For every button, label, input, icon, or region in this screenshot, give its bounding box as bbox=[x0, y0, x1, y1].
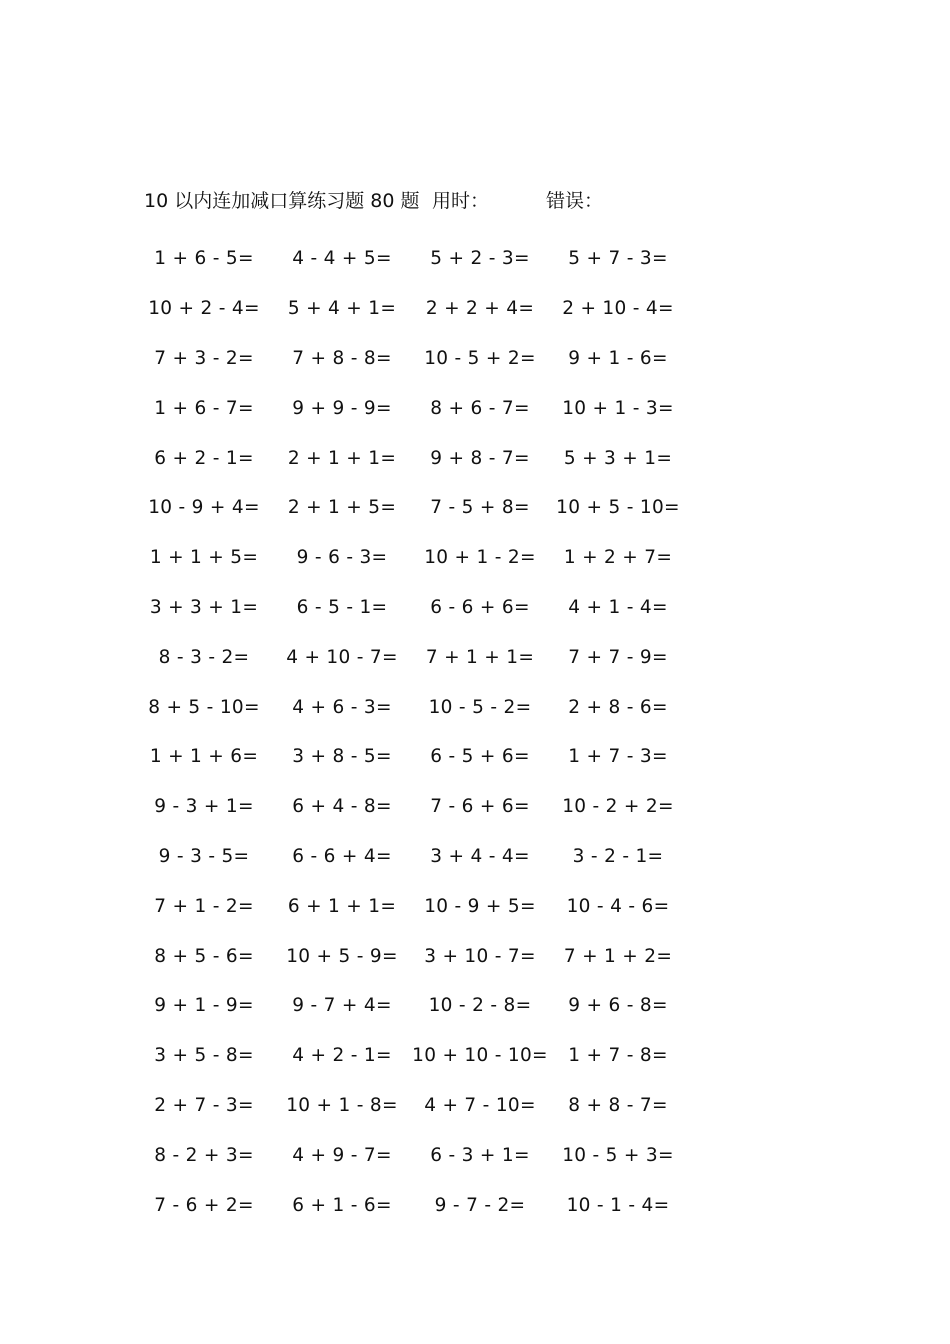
problem-item: 6 + 1 - 6= bbox=[292, 1194, 392, 1216]
problem-item: 9 + 9 - 9= bbox=[292, 397, 392, 419]
problem-item: 10 - 5 + 2= bbox=[424, 347, 536, 369]
problem-row bbox=[135, 1130, 687, 1180]
problem-item: 4 + 9 - 7= bbox=[292, 1144, 392, 1166]
time-used-label: 用时： bbox=[432, 190, 490, 212]
problem-item: 1 + 7 - 3= bbox=[568, 746, 668, 768]
problem-item: 8 + 5 - 6= bbox=[154, 945, 254, 967]
problem-row bbox=[135, 981, 687, 1031]
problem-item: 9 - 7 - 2= bbox=[434, 1194, 526, 1216]
problem-item: 6 - 6 + 4= bbox=[292, 845, 392, 867]
problem-item: 6 - 5 - 1= bbox=[296, 596, 388, 618]
problem-item: 7 + 1 - 2= bbox=[154, 895, 254, 917]
problem-row bbox=[135, 1031, 687, 1081]
problem-row bbox=[135, 1081, 687, 1131]
problem-row bbox=[135, 334, 687, 384]
problem-item: 10 - 5 - 2= bbox=[428, 696, 532, 718]
problem-item: 1 + 2 + 7= bbox=[563, 547, 673, 569]
problem-item: 3 + 3 + 1= bbox=[149, 596, 259, 618]
problem-item: 10 + 1 - 8= bbox=[286, 1094, 398, 1116]
problem-item: 9 + 1 - 6= bbox=[568, 347, 668, 369]
problem-row bbox=[135, 682, 687, 732]
problem-item: 7 - 6 + 2= bbox=[154, 1194, 254, 1216]
problem-row bbox=[135, 881, 687, 931]
problem-item: 4 + 6 - 3= bbox=[292, 696, 392, 718]
problem-item: 5 + 7 - 3= bbox=[568, 248, 668, 270]
problem-item: 10 - 2 - 8= bbox=[428, 995, 532, 1017]
problem-item: 7 - 5 + 8= bbox=[430, 497, 530, 519]
problem-item: 8 - 3 - 2= bbox=[158, 646, 250, 668]
problem-item: 7 + 8 - 8= bbox=[292, 347, 392, 369]
problem-item: 8 - 2 + 3= bbox=[154, 1144, 254, 1166]
problem-item: 4 + 2 - 1= bbox=[292, 1045, 392, 1067]
problem-item: 2 + 10 - 4= bbox=[562, 298, 674, 320]
problem-item: 6 - 3 + 1= bbox=[430, 1144, 530, 1166]
problem-item: 8 + 8 - 7= bbox=[568, 1094, 668, 1116]
problem-row bbox=[135, 533, 687, 583]
problem-item: 6 + 1 + 1= bbox=[287, 895, 397, 917]
problem-item: 6 - 6 + 6= bbox=[430, 596, 530, 618]
problem-row bbox=[135, 433, 687, 483]
problem-item: 7 + 7 - 9= bbox=[568, 646, 668, 668]
problem-item: 6 + 2 - 1= bbox=[154, 447, 254, 469]
problem-item: 9 - 3 - 5= bbox=[158, 845, 250, 867]
problem-item: 10 + 10 - 10= bbox=[412, 1045, 548, 1067]
problem-item: 4 + 1 - 4= bbox=[568, 596, 668, 618]
problem-row bbox=[135, 632, 687, 682]
problem-item: 4 + 7 - 10= bbox=[424, 1094, 536, 1116]
problem-item: 2 + 2 + 4= bbox=[425, 298, 535, 320]
problem-item: 8 + 6 - 7= bbox=[430, 397, 530, 419]
problem-item: 4 - 4 + 5= bbox=[292, 248, 392, 270]
problem-item: 2 + 8 - 6= bbox=[568, 696, 668, 718]
problem-item: 10 + 5 - 10= bbox=[556, 497, 680, 519]
problem-item: 2 + 1 + 1= bbox=[287, 447, 397, 469]
problem-item: 9 - 7 + 4= bbox=[292, 995, 392, 1017]
problem-item: 1 + 1 + 5= bbox=[149, 547, 259, 569]
problem-item: 10 - 5 + 3= bbox=[562, 1144, 674, 1166]
problem-item: 1 + 7 - 8= bbox=[568, 1045, 668, 1067]
problem-item: 1 + 6 - 7= bbox=[154, 397, 254, 419]
problem-item: 10 - 4 - 6= bbox=[566, 895, 670, 917]
problem-item: 1 + 1 + 6= bbox=[149, 746, 259, 768]
problem-item: 3 + 4 - 4= bbox=[430, 845, 530, 867]
problem-row bbox=[135, 483, 687, 533]
problem-item: 5 + 4 + 1= bbox=[287, 298, 397, 320]
problem-item: 9 + 6 - 8= bbox=[568, 995, 668, 1017]
problem-item: 10 - 2 + 2= bbox=[562, 796, 674, 818]
problem-item: 8 + 5 - 10= bbox=[148, 696, 260, 718]
problem-item: 6 - 5 + 6= bbox=[430, 746, 530, 768]
problem-item: 10 - 9 + 4= bbox=[148, 497, 260, 519]
error-count-label: 错误： bbox=[546, 190, 604, 212]
problem-item: 3 + 8 - 5= bbox=[292, 746, 392, 768]
problem-item: 10 + 2 - 4= bbox=[148, 298, 260, 320]
problem-row bbox=[135, 383, 687, 433]
problem-item: 3 + 10 - 7= bbox=[424, 945, 536, 967]
problem-grid bbox=[135, 234, 687, 1230]
problem-item: 10 + 1 - 3= bbox=[562, 397, 674, 419]
problem-item: 7 + 3 - 2= bbox=[154, 347, 254, 369]
problem-item: 2 + 7 - 3= bbox=[154, 1094, 254, 1116]
problem-item: 9 - 6 - 3= bbox=[296, 547, 388, 569]
problem-item: 5 + 3 + 1= bbox=[563, 447, 673, 469]
problem-item: 4 + 10 - 7= bbox=[286, 646, 398, 668]
worksheet-header bbox=[0, 186, 950, 216]
problem-item: 10 - 1 - 4= bbox=[566, 1194, 670, 1216]
problem-item: 10 + 1 - 2= bbox=[424, 547, 536, 569]
problem-row bbox=[135, 234, 687, 284]
problem-row bbox=[135, 583, 687, 633]
problem-row bbox=[135, 1180, 687, 1230]
problem-row bbox=[135, 832, 687, 882]
problem-item: 9 - 3 + 1= bbox=[154, 796, 254, 818]
problem-item: 5 + 2 - 3= bbox=[430, 248, 530, 270]
problem-item: 10 + 5 - 9= bbox=[286, 945, 398, 967]
problem-item: 7 + 1 + 1= bbox=[425, 646, 535, 668]
problem-item: 6 + 4 - 8= bbox=[292, 796, 392, 818]
problem-item: 3 + 5 - 8= bbox=[154, 1045, 254, 1067]
problem-item: 10 - 9 + 5= bbox=[424, 895, 536, 917]
problem-row bbox=[135, 732, 687, 782]
problem-row bbox=[135, 782, 687, 832]
problem-item: 1 + 6 - 5= bbox=[154, 248, 254, 270]
problem-row bbox=[135, 284, 687, 334]
problem-item: 2 + 1 + 5= bbox=[287, 497, 397, 519]
problem-item: 7 + 1 + 2= bbox=[563, 945, 673, 967]
problem-item: 7 - 6 + 6= bbox=[430, 796, 530, 818]
problem-item: 3 - 2 - 1= bbox=[572, 845, 664, 867]
worksheet-title: 10 以内连加减口算练习题 80 题 bbox=[144, 190, 420, 212]
problem-row bbox=[135, 931, 687, 981]
problem-item: 9 + 8 - 7= bbox=[430, 447, 530, 469]
problem-item: 9 + 1 - 9= bbox=[154, 995, 254, 1017]
